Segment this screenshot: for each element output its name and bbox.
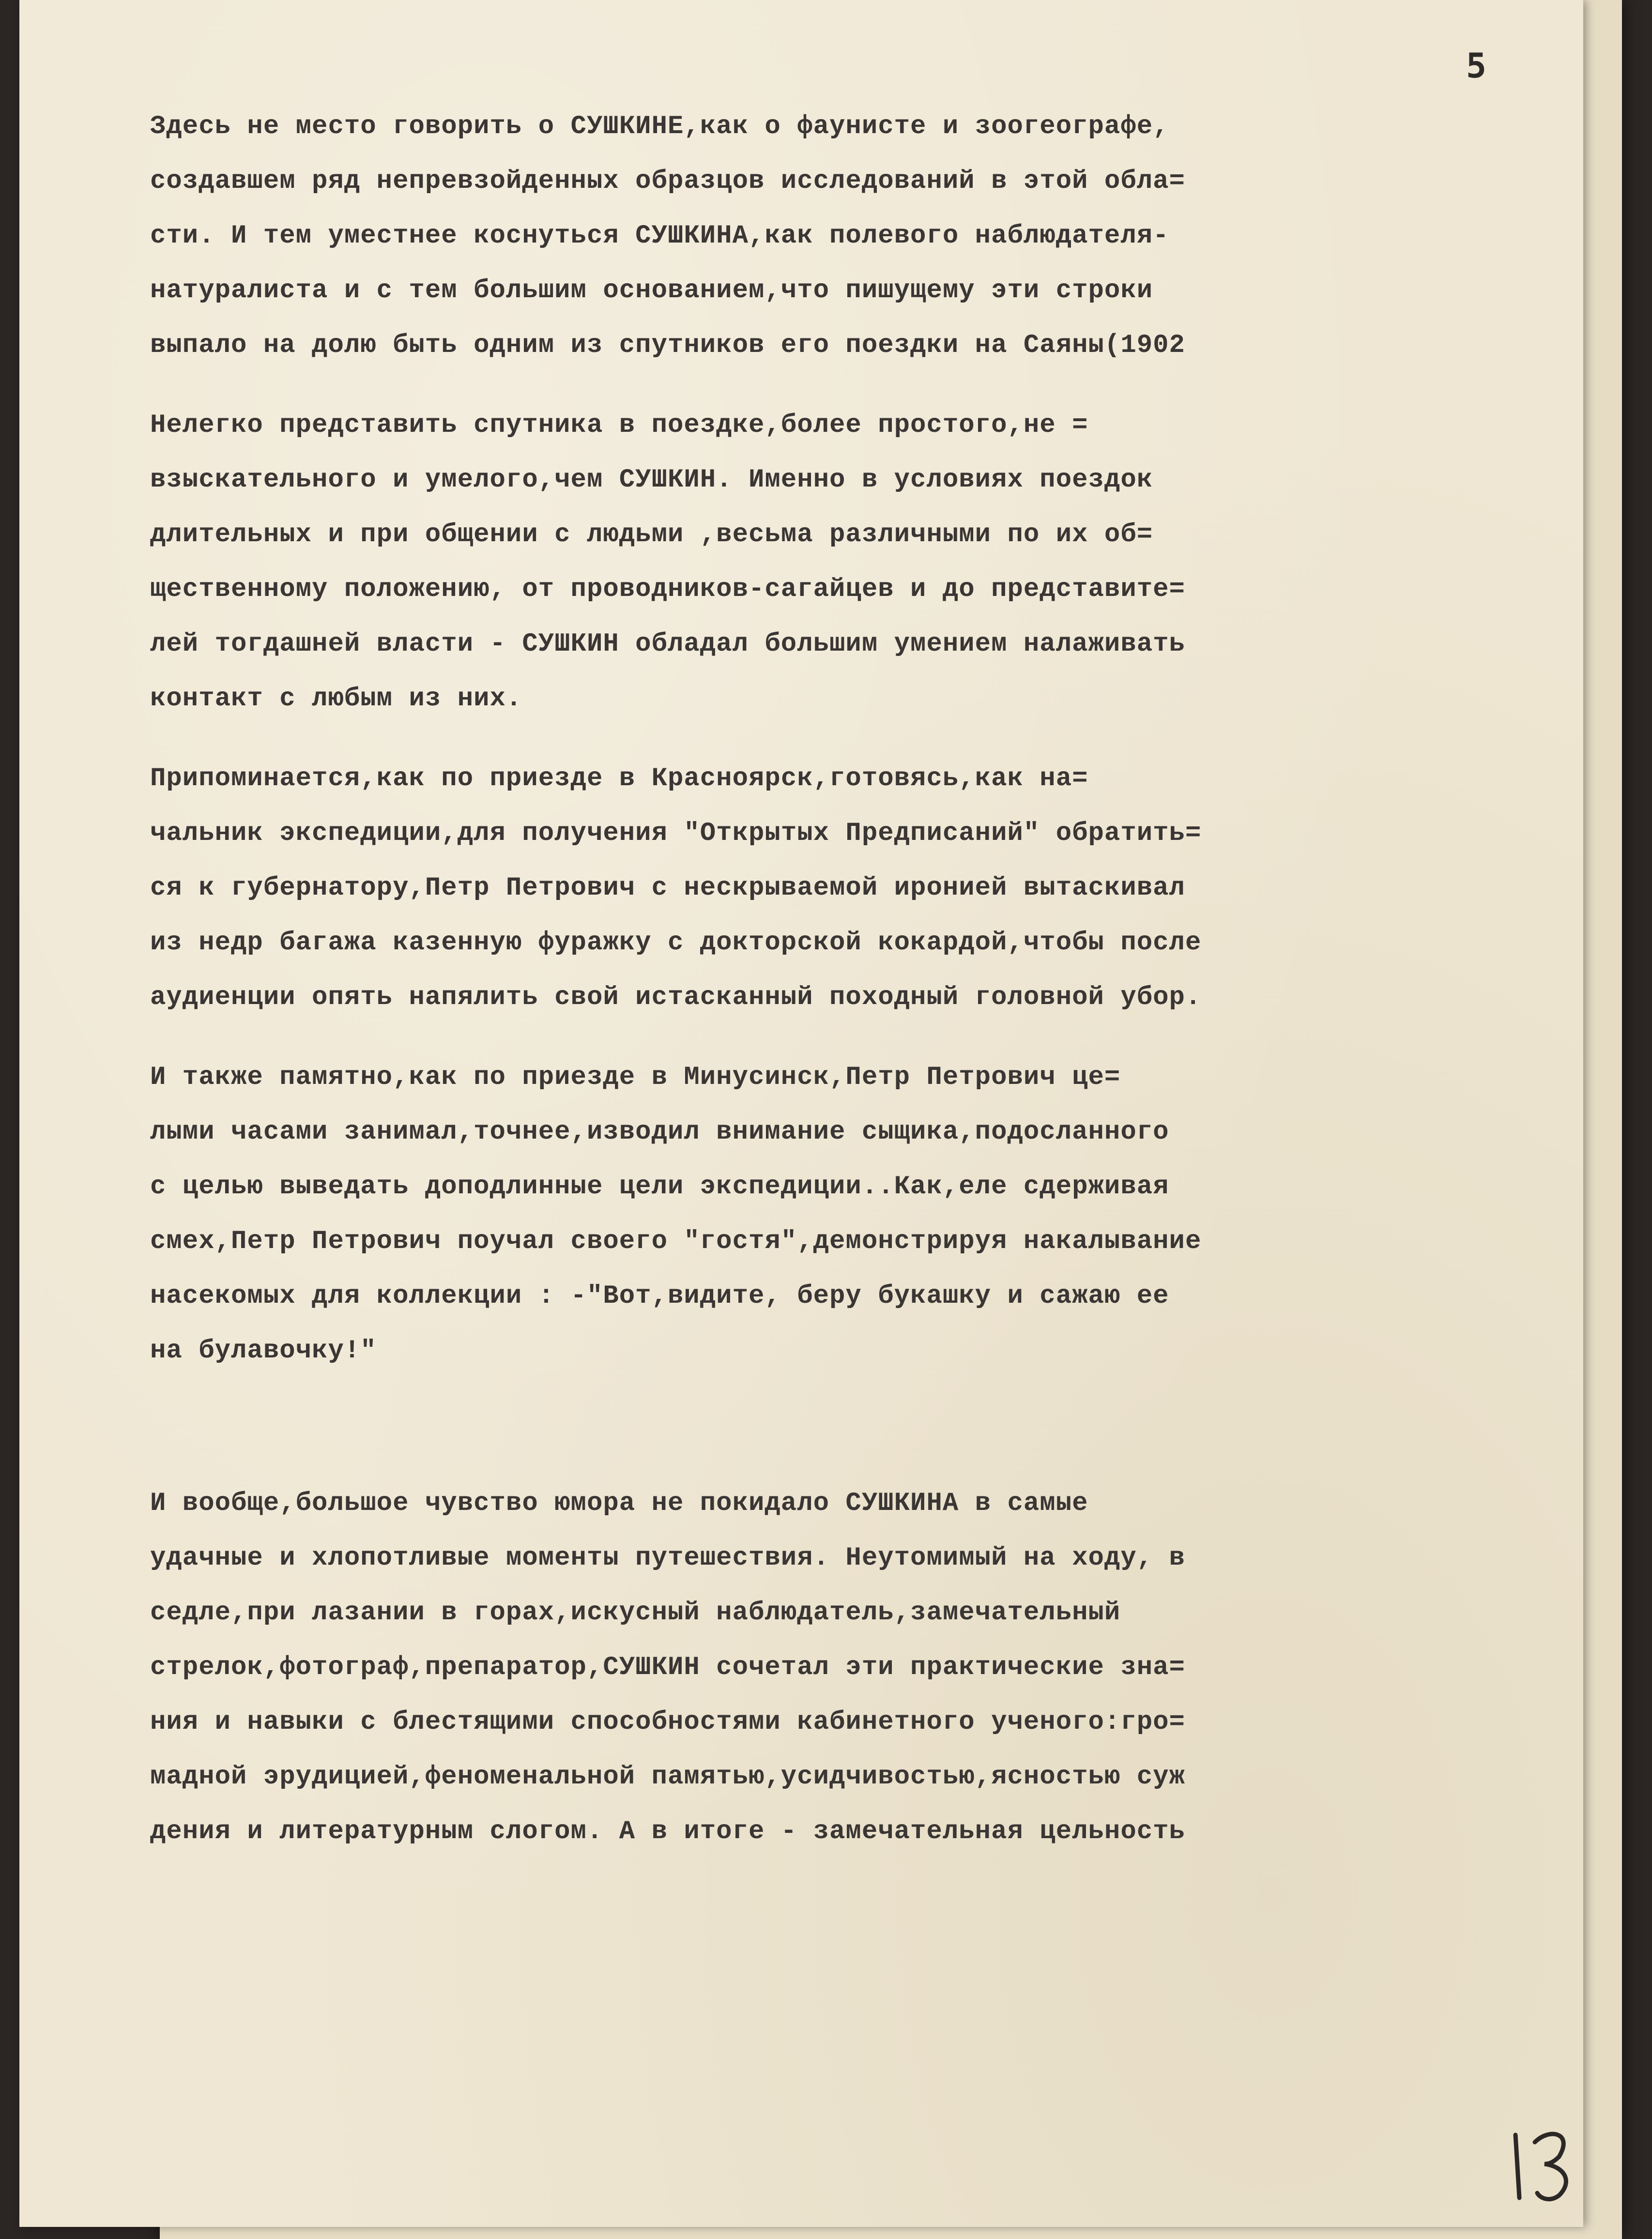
text-line: взыскательного и умелого,чем СУШКИН. Именно в условиях поездок — [150, 465, 1153, 495]
text-line: ся к губернатору,Петр Петрович с нескрываемой иронией вытаскивал — [150, 873, 1185, 903]
paragraph-2 — [150, 398, 1545, 726]
text-line: Здесь не место говорить о СУШКИНЕ,как о фаунисте и зоогеографе, — [150, 112, 1169, 141]
text-line: щественному положению, от проводников-сагайцев и до представите= — [150, 575, 1185, 604]
text-line: насекомых для коллекции : -"Вот,видите, беру букашку и сажаю ее — [150, 1281, 1169, 1311]
text-line: выпало на долю быть одним из спутников его поездки на Саяны(1902 — [150, 331, 1185, 360]
text-line: лей тогдашней власти - СУШКИН обладал большим умением налаживать — [150, 629, 1185, 659]
page-number: 5 — [1466, 46, 1486, 86]
paragraph-5 — [150, 1476, 1545, 1859]
text-line: натуралиста и с тем большим основанием,что пишущему эти строки — [150, 276, 1153, 305]
text-line: мадной эрудицией,феноменальной памятью,усидчивостью,ясностью суж — [150, 1762, 1185, 1792]
text-line: И вообще,большое чувство юмора не покидало СУШКИНА в самые — [150, 1489, 1088, 1518]
text-line: И также памятно,как по приезде в Минусинск,Петр Петрович це= — [150, 1063, 1121, 1092]
text-line: седле,при лазании в горах,искусный наблюдатель,замечательный — [150, 1598, 1121, 1628]
text-line: на булавочку!" — [150, 1336, 377, 1366]
document-sheet — [19, 0, 1583, 2227]
text-line: с целью выведать доподлинные цели экспедиции..Как,еле сдерживая — [150, 1172, 1169, 1202]
text-line: сти. И тем уместнее коснуться СУШКИНА,как полевого наблюдателя- — [150, 221, 1169, 251]
handwritten-stroke — [1535, 2134, 1566, 2199]
text-line: лыми часами занимал,точнее,изводил внимание сыщика,подосланного — [150, 1117, 1169, 1147]
paragraph-gap — [150, 1403, 1545, 1476]
text-line: удачные и хлопотливые моменты путешествия. Неутомимый на ходу, в — [150, 1543, 1185, 1573]
text-line: ния и навыки с блестящими способностями кабинетного ученого:гро= — [150, 1707, 1185, 1737]
paragraph-4 — [150, 1050, 1545, 1378]
handwritten-stroke — [1515, 2135, 1519, 2198]
text-line: из недр багажа казенную фуражку с докторской кокардой,чтобы после — [150, 928, 1202, 958]
text-line: смех,Петр Петрович поучал своего "гостя",демонстрируя накалывание — [150, 1227, 1202, 1256]
typewritten-text — [150, 99, 1545, 1884]
text-line: Припоминается,как по приезде в Красноярск,готовясь,как на= — [150, 764, 1088, 793]
paragraph-3 — [150, 751, 1545, 1025]
text-line: контакт с любым из них. — [150, 684, 522, 714]
text-line: аудиенции опять напялить свой истасканный походный головной убор. — [150, 983, 1202, 1012]
text-line: стрелок,фотограф,препаратор,СУШКИН сочетал эти практические зна= — [150, 1653, 1185, 1682]
text-line: Нелегко представить спутника в поездке,более простого,не = — [150, 411, 1088, 440]
text-line: дения и литературным слогом. А в итоге - замечательная цельность — [150, 1817, 1185, 1846]
text-line: создавшем ряд непревзойденных образцов исследований в этой обла= — [150, 167, 1185, 196]
text-line: чальник экспедиции,для получения "Открытых Предписаний" обратить= — [150, 819, 1202, 848]
text-line: длительных и при общении с людьми ,весьма различными по их об= — [150, 520, 1153, 549]
handwritten-folio-number — [1501, 2116, 1588, 2208]
paragraph-1 — [150, 99, 1545, 373]
